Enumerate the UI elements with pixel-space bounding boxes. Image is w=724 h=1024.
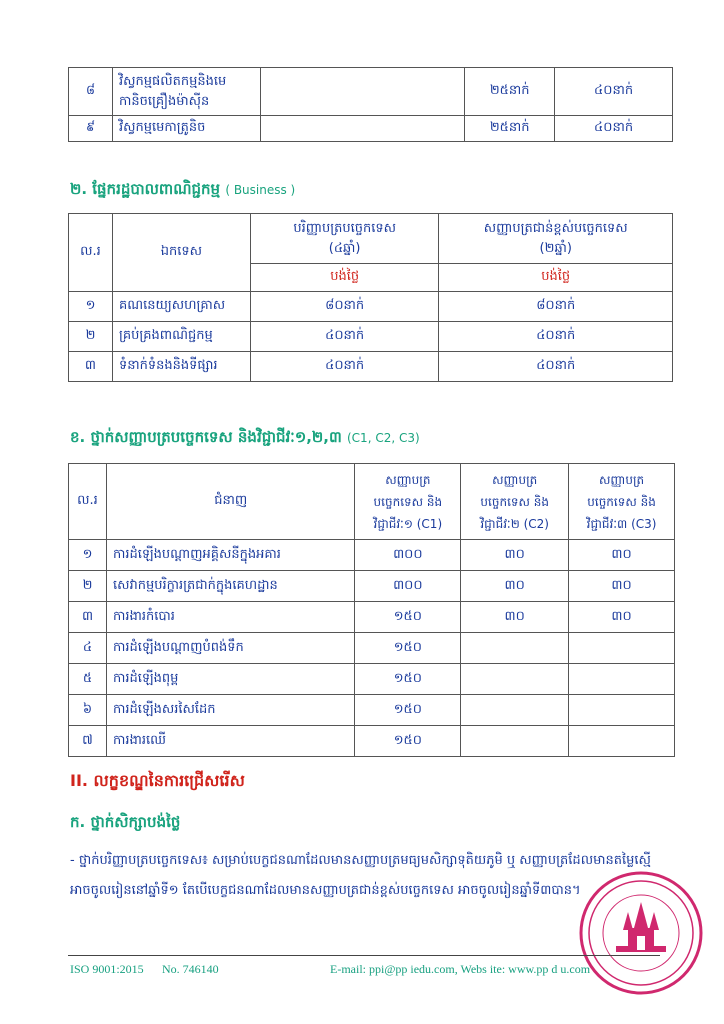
quota-cell: ៤០នាក់ (439, 322, 673, 352)
header-c2 (461, 464, 569, 540)
table-row (69, 540, 675, 571)
quota-cell (461, 726, 569, 757)
row-number: ៥ (69, 664, 107, 695)
header-c2-line3: វិជ្ជាជីវៈ២ (480, 516, 520, 531)
quota-cell: ១៥០ (355, 633, 461, 664)
header-field: ឯកទេស (112, 214, 250, 292)
quota-cell: ១៥០ (355, 726, 461, 757)
header-no: ល.រ (69, 214, 113, 292)
skill-name: សេវាកម្មបរិក្ខារត្រជាក់ក្នុងគេហដ្ឋាន (106, 571, 354, 602)
field-name: គ្រប់គ្រងពាណិជ្ជកម្ម (112, 322, 250, 352)
row-number: ៤ (69, 633, 107, 664)
table-row (69, 664, 675, 695)
header-bachelor (250, 214, 439, 264)
field-name: គណនេយ្យសហគ្រាស (112, 292, 250, 322)
quota-cell: ៤០នាក់ (555, 116, 673, 142)
header-c3-line3: វិជ្ជាជីវៈ៣ (586, 516, 628, 531)
field-name: ទំនាក់ទំនងនិងទីផ្សារ (112, 352, 250, 382)
header-c1-line3: វិជ្ជាជីវៈ១ (373, 516, 413, 531)
engineering-table-continued (68, 67, 673, 142)
row-number: ២ (69, 322, 113, 352)
quota-cell: ៣០ (461, 571, 569, 602)
quota-cell (461, 664, 569, 695)
quota-cell: ៣០០ (355, 540, 461, 571)
quota-cell: ៨០នាក់ (250, 292, 439, 322)
quota-cell: ១៥០ (355, 695, 461, 726)
header-associate-title: សញ្ញាបត្រជាន់ខ្ពស់បច្ចេកទេស (483, 220, 628, 236)
section-heading-en: (C1, C2, C3) (347, 431, 420, 445)
quota-cell: ៣០ (461, 540, 569, 571)
table-row (69, 292, 673, 322)
vocational-table (68, 463, 675, 757)
header-c1-line1: សញ្ញាបត្រ (385, 472, 431, 487)
header-bachelor-title: បរិញ្ញាបត្របច្ចេកទេស (293, 220, 396, 236)
table-row (69, 352, 673, 382)
row-number: ៨ (69, 68, 113, 116)
paid-class-subheading: ក. ថ្នាក់សិក្សាបង់ថ្លៃ (70, 813, 181, 831)
selection-criteria-heading: II. លក្ខខណ្ឌនៃការជ្រើសរើស (70, 771, 245, 790)
header-c2-line2: បច្ចេកទេស និង (480, 494, 549, 509)
table-row (69, 571, 675, 602)
header-associate-years: (២ឆ្នាំ) (539, 240, 572, 256)
table-row (69, 116, 673, 142)
quota-cell: ៣០ (569, 571, 675, 602)
header-bachelor-years: (៤ឆ្នាំ) (328, 240, 361, 256)
skill-name: ការដំឡើងពុម្ព (106, 664, 354, 695)
quota-cell (569, 726, 675, 757)
section-heading-text: ខ. ថ្នាក់សញ្ញាបត្របច្ចេកទេស និងវិជ្ជាជីវៈ១,២,៣ (70, 428, 342, 446)
quota-cell: ៤០នាក់ (439, 352, 673, 382)
table-row (69, 695, 675, 726)
table-row (69, 602, 675, 633)
quota-cell (461, 695, 569, 726)
table-row (69, 322, 673, 352)
header-c2-line1: សញ្ញាបត្រ (492, 472, 538, 487)
field-name: វិស្វកម្មផលិតកម្មនិងមេកានិចគ្រឿងម៉ាស៊ីន (112, 68, 260, 116)
header-c3-line2: បច្ចេកទេស និង (587, 494, 656, 509)
row-number: ១ (69, 292, 113, 322)
quota-cell: ៣០ (569, 602, 675, 633)
table-row (69, 726, 675, 757)
paid-label: បង់ថ្លៃ (250, 264, 439, 292)
quota-cell: ២៥នាក់ (465, 116, 555, 142)
table-header-row (69, 214, 673, 264)
section-heading-vocational (70, 428, 420, 450)
row-number: ១ (69, 540, 107, 571)
admission-paragraph: - ថ្នាក់បរិញ្ញាបត្របច្ចេកទេស៖ សម្រាប់បេក្ខជនណាដែលមានសញ្ញាបត្រមធ្យមសិក្សាទុតិយភូមិ ឬ សញ្ញាបត្រដែលមានតម្លៃស្មើ អាចចូលរៀននៅឆ្នាំទី១ តែបើបេក្ខជនណាដែលមានសញ្ញាបត្រជាន់ខ្ពស់បច្ចេកទេស អាចចូលរៀនឆ្នាំទី៣បាន។ (70, 853, 651, 898)
row-number: ៧ (69, 726, 107, 757)
quota-cell: ៤០នាក់ (555, 68, 673, 116)
row-number: ៦ (69, 695, 107, 726)
header-c1-code: (C1) (416, 516, 443, 531)
skill-name: ការងារឈើ (106, 726, 354, 757)
field-name: វិស្វកម្មមេកាត្រូនិច (112, 116, 260, 142)
official-stamp-icon (576, 868, 706, 998)
quota-cell: ១៥០ (355, 602, 461, 633)
header-c3-line1: សញ្ញាបត្រ (598, 472, 645, 487)
quota-cell: ១៥០ (355, 664, 461, 695)
quota-cell (569, 633, 675, 664)
skill-name: ការដំឡើងបណ្តាញបំពង់ទឹក (106, 633, 354, 664)
quota-cell: ៤០នាក់ (250, 352, 439, 382)
header-associate (439, 214, 673, 264)
section-heading-en: ( Business ) (225, 183, 296, 197)
business-table (68, 213, 673, 382)
section-heading-business (70, 180, 295, 202)
quota-cell: ៣០ (569, 540, 675, 571)
quota-cell (569, 695, 675, 726)
row-number: ៣ (69, 352, 113, 382)
row-number: ៣ (69, 602, 107, 633)
quota-cell (569, 664, 675, 695)
footer-number: No. 746140 (162, 962, 219, 976)
footer-contact: E-mail: ppi@pp iedu.com, Webs ite: www.pp d u.com (330, 962, 591, 976)
paid-label: បង់ថ្លៃ (439, 264, 673, 292)
skill-name: ការដំឡើងបណ្តាញអគ្គិសនីក្នុងអគារ (106, 540, 354, 571)
quota-cell: ៨០នាក់ (439, 292, 673, 322)
table-row (69, 68, 673, 116)
quota-cell: ៤០នាក់ (250, 322, 439, 352)
table-header-row (69, 464, 675, 540)
header-no: ល.រ (69, 464, 107, 540)
footer-rule (68, 955, 660, 956)
header-c1 (355, 464, 461, 540)
skill-name: ការងារកំបោរ (106, 602, 354, 633)
quota-cell: ៣០០ (355, 571, 461, 602)
table-row (69, 633, 675, 664)
header-c3 (569, 464, 675, 540)
header-c1-line2: បច្ចេកទេស និង (373, 494, 443, 509)
header-c2-code: (C2) (523, 516, 549, 531)
empty-cell (260, 116, 465, 142)
row-number: ៩ (69, 116, 113, 142)
quota-cell (461, 633, 569, 664)
empty-cell (260, 68, 465, 116)
footer-iso: ISO 9001:2015 (70, 962, 144, 976)
header-skill: ជំនាញ (106, 464, 354, 540)
header-c3-code: (C3) (631, 516, 657, 531)
section-heading-text: ២. ផ្នែករដ្ឋបាលពាណិជ្ជកម្ម (70, 180, 221, 198)
row-number: ២ (69, 571, 107, 602)
skill-name: ការដំឡើងសរសៃដែក (106, 695, 354, 726)
quota-cell: ២៥នាក់ (465, 68, 555, 116)
quota-cell: ៣០ (461, 602, 569, 633)
